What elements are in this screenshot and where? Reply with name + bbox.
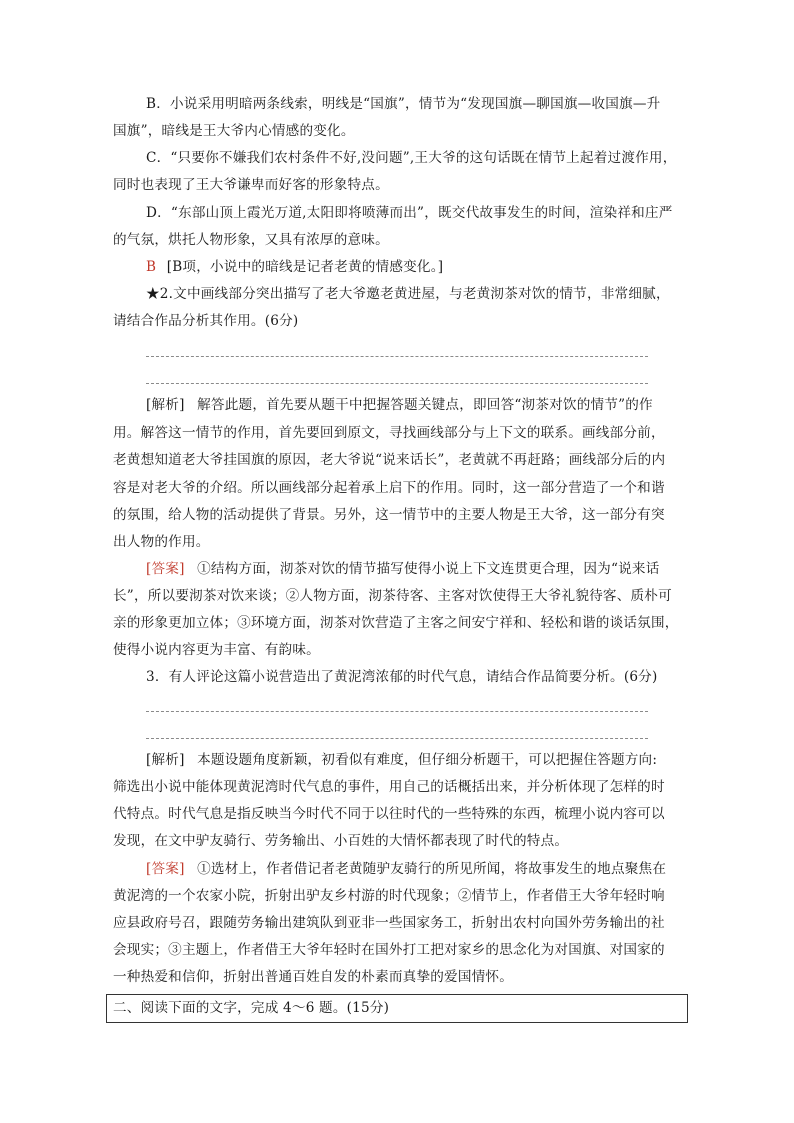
q3-analysis-line4: 发现，在文中驴友骑行、劳务输出、小百姓的大情怀都表现了时代的特点。 [113, 833, 569, 849]
q3-answer-text: ①选材上，作者借记者老黄随驴友骑行的所见所闻，将故事发生的地点聚焦在 [197, 861, 667, 877]
section-2-box [106, 994, 688, 1023]
section-2-title: 二、阅读下面的文字，完成 4～6 题。(15分) [113, 1000, 390, 1016]
q3-answer-line3: 应县政府号召，跟随劳务输出建筑队到亚非一些国家务工，折射出农村向国外劳务输出的社 [113, 915, 665, 931]
q3-answer-line1 [146, 860, 666, 878]
answer-blank-line [146, 738, 648, 739]
q2-answer-line4: 使得小说内容更为丰富、有韵味。 [113, 642, 320, 658]
analysis-label: [解析] [146, 752, 185, 768]
q2-answer-line2: 长”，所以要沏茶对饮来谈；②人物方面，沏茶待客、主客对饮使得王大爷礼貌待客、质朴可 [113, 588, 672, 604]
question-3-line1: 3．有人评论这篇小说营造出了黄泥湾浓郁的时代气息，请结合作品简要分析。(6分) [146, 669, 658, 685]
q2-analysis-line6: 出人物的作用。 [113, 534, 210, 550]
answer-1 [146, 258, 443, 276]
q2-answer-text: ①结构方面，沏茶对饮的情节描写使得小说上下文连贯更合理，因为“说来话 [197, 561, 660, 577]
q2-analysis-line5: 的氛围，给人物的活动提供了背景。另外，这一情节中的主要人物是王大爷，这一部分有突 [113, 507, 665, 523]
analysis-label: [解析] [146, 397, 185, 413]
option-c-line1: C．“只要你不嫌我们农村条件不好,没问题”,王大爷的这句话既在情节上起着过渡作用， [146, 150, 677, 166]
option-d-line2: 的气氛，烘托人物形象，又具有浓厚的意味。 [113, 232, 389, 248]
q3-answer-line4: 会现实；③主题上，作者借王大爷年轻时在国外打工把对家乡的思念化为对国旗、对国家的 [113, 942, 665, 958]
q2-analysis-line3: 老黄想知道老大爷挂国旗的原因，老大爷说“说来话长”，老黄就不再赶路；画线部分后的内 [113, 452, 666, 468]
q3-analysis-line1 [146, 751, 657, 769]
q3-answer-line5: 一种热爱和信仰，折射出普通百姓自发的朴素而真挚的爱国情怀。 [113, 969, 514, 985]
answer-blank-line [146, 711, 648, 712]
option-b-line2: 国旗”，暗线是王大爷内心情感的变化。 [113, 123, 355, 139]
q3-analysis-text: 本题设题角度新颖，初看似有难度，但仔细分析题干，可以把握住答题方向: [197, 752, 658, 768]
answer-label: [答案] [146, 561, 185, 577]
q2-analysis-line2: 用。解答这一情节的作用，首先要回到原文，寻找画线部分与上下文的联系。画线部分前， [113, 425, 665, 441]
answer-1-letter: B [146, 259, 157, 275]
q2-analysis-text: 解答此题，首先要从题干中把握答题关键点，即回答“沏茶对饮的情节”的作 [197, 397, 653, 413]
answer-blank-line [146, 356, 648, 357]
q2-analysis-line1 [146, 396, 653, 414]
q3-analysis-line3: 代特点。时代气息是指反映当今时代不同于以往时代的一些特殊的东西，梳理小说内容可以 [113, 806, 665, 822]
option-b-line1: B．小说采用明暗两条线索，明线是“国旗”，情节为“发现国旗—聊国旗—收国旗—升 [146, 96, 661, 112]
question-2-line1: ★2.文中画线部分突出描写了老大爷邀老黄进屋，与老黄沏茶对饮的情节，非常细腻， [146, 286, 670, 302]
q2-answer-line1 [146, 560, 659, 578]
answer-label: [答案] [146, 861, 185, 877]
option-d-line1: D．“东部山顶上霞光万道,太阳即将喷薄而出”，既交代故事发生的时间，渲染祥和庄严 [146, 205, 673, 221]
q2-analysis-line4: 容是对老大爷的介绍。所以画线部分起着承上启下的作用。同时，这一部分营造了一个和谐 [113, 480, 665, 496]
answer-blank-line [146, 383, 648, 384]
answer-1-text: [B项，小说中的暗线是记者老黄的情感变化。] [166, 259, 444, 275]
question-2-line2: 请结合作品分析其作用。(6分) [113, 313, 299, 329]
q3-answer-line2: 黄泥湾的一个农家小院，折射出驴友乡村游的时代现象；②情节上，作者借王大爷年轻时响 [113, 888, 665, 904]
q2-answer-line3: 亲的形象更加立体；③环境方面，沏茶对饮营造了主客之间安宁祥和、轻松和谐的谈话氛围， [113, 615, 679, 631]
q3-analysis-line2: 筛选出小说中能体现黄泥湾时代气息的事件，用自己的话概括出来，并分析体现了怎样的时 [113, 779, 665, 795]
option-c-line2: 同时也表现了王大爷谦卑而好客的形象特点。 [113, 177, 389, 193]
